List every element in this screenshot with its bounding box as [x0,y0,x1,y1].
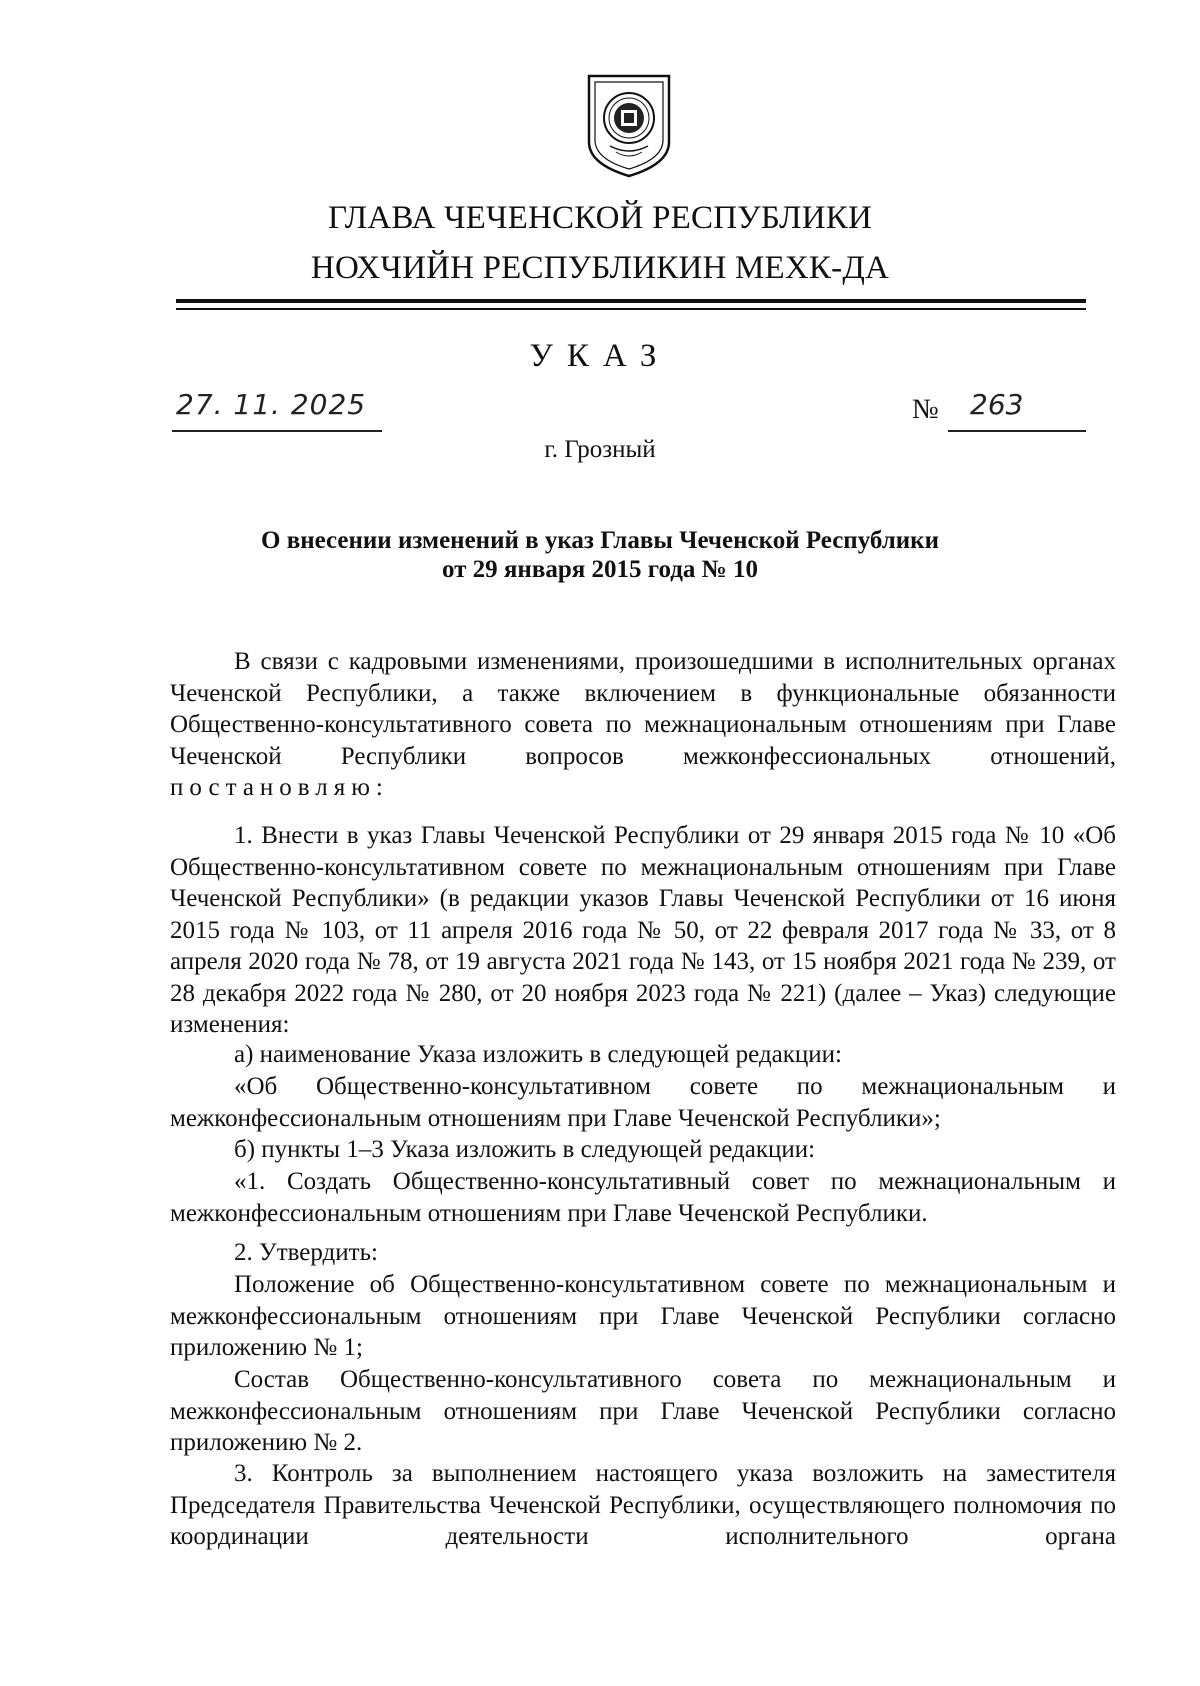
number-underline [948,430,1086,432]
header-title-chechen: НОХЧИЙН РЕСПУБЛИКИН МЕХК-ДА [310,250,890,286]
item-1a: а) наименование Указа изложить в следующей редакции: [234,1041,842,1068]
preamble-paragraph [170,646,1116,804]
item-2: 2. Утвердить: [234,1239,378,1266]
item-2-composition: Состав Общественно-консультативного совета по межнациональным и межконфессиональным отношениям при Главе Чеченской Республики согласно приложению № 2. [170,1366,1116,1456]
decree-number-handwritten: 263 [970,388,1024,421]
decree-title [0,526,1200,584]
number-label: № [912,394,939,425]
document-type: УКАЗ [529,338,671,374]
decree-date-handwritten: 27. 11. 2025 [176,388,367,421]
decree-title-line1: О внесении изменений в указ Главы Чеченской Республики [261,527,939,554]
decree-number [948,388,1086,432]
item-3: 3. Контроль за выполнением настоящего указа возложить на заместителя Председателя Правительства Чеченской Республики, осуществляющего полномочия по координации деятельности исполнительного органа [170,1460,1116,1550]
date-underline [172,430,382,432]
city: г. Грозный [544,436,656,463]
item-1b-text: «1. Создать Общественно-консультативный совет по межнациональным и межконфессиональным отношениям при Главе Чеченской Республики. [170,1168,1116,1227]
preamble-action: постановляю: [170,774,389,801]
decree-title-line2: от 29 января 2015 года № 10 [441,556,759,583]
coat-of-arms-icon [586,72,672,180]
item-1a-text: «Об Общественно-консультативном совете по межнациональным и межконфессиональным отношениям при Главе Чеченской Республики»; [170,1073,1116,1132]
item-1: 1. Внести в указ Главы Чеченской Республики от 29 января 2015 года № 10 «Об Общественно-консультативном совете по межнациональным отношениям при Главе Чеченской Республики» (в редакции указов Главы Чеченской Республики от 16 июня 2015 года № 103, от 11 апреля 2016 года № 50, от 22 февраля 2017 года № 33, от 8 апреля 2020 года № 78, от 19 августа 2021 года № 143, от 15 ноября 2021 года № 239, от 28 декабря 2022 года № 280, от 20 ноября 2023 года № 221) (далее – Указ) следующие изменения: [170,822,1116,1038]
header-rule-thin [176,308,1086,310]
header-rule-thick [176,299,1086,303]
header-title-russian: ГЛАВА ЧЕЧЕНСКОЙ РЕСПУБЛИКИ [327,200,873,236]
decree-date [172,388,382,432]
item-2-regulation: Положение об Общественно-консультативном совете по межнациональным и межконфессиональным отношениям при Главе Чеченской Республики согласно приложению № 1; [170,1271,1116,1361]
item-1b: б) пункты 1–3 Указа изложить в следующей редакции: [234,1136,816,1163]
preamble-text: В связи с кадровыми изменениями, произошедшими в исполнительных органах Чеченской Республики, а также включением в функциональные обязанности Общественно-консультативного совета по межнациональным отношениям при Главе Чеченской Республики вопросов межконфессиональных отношений, [170,648,1116,770]
